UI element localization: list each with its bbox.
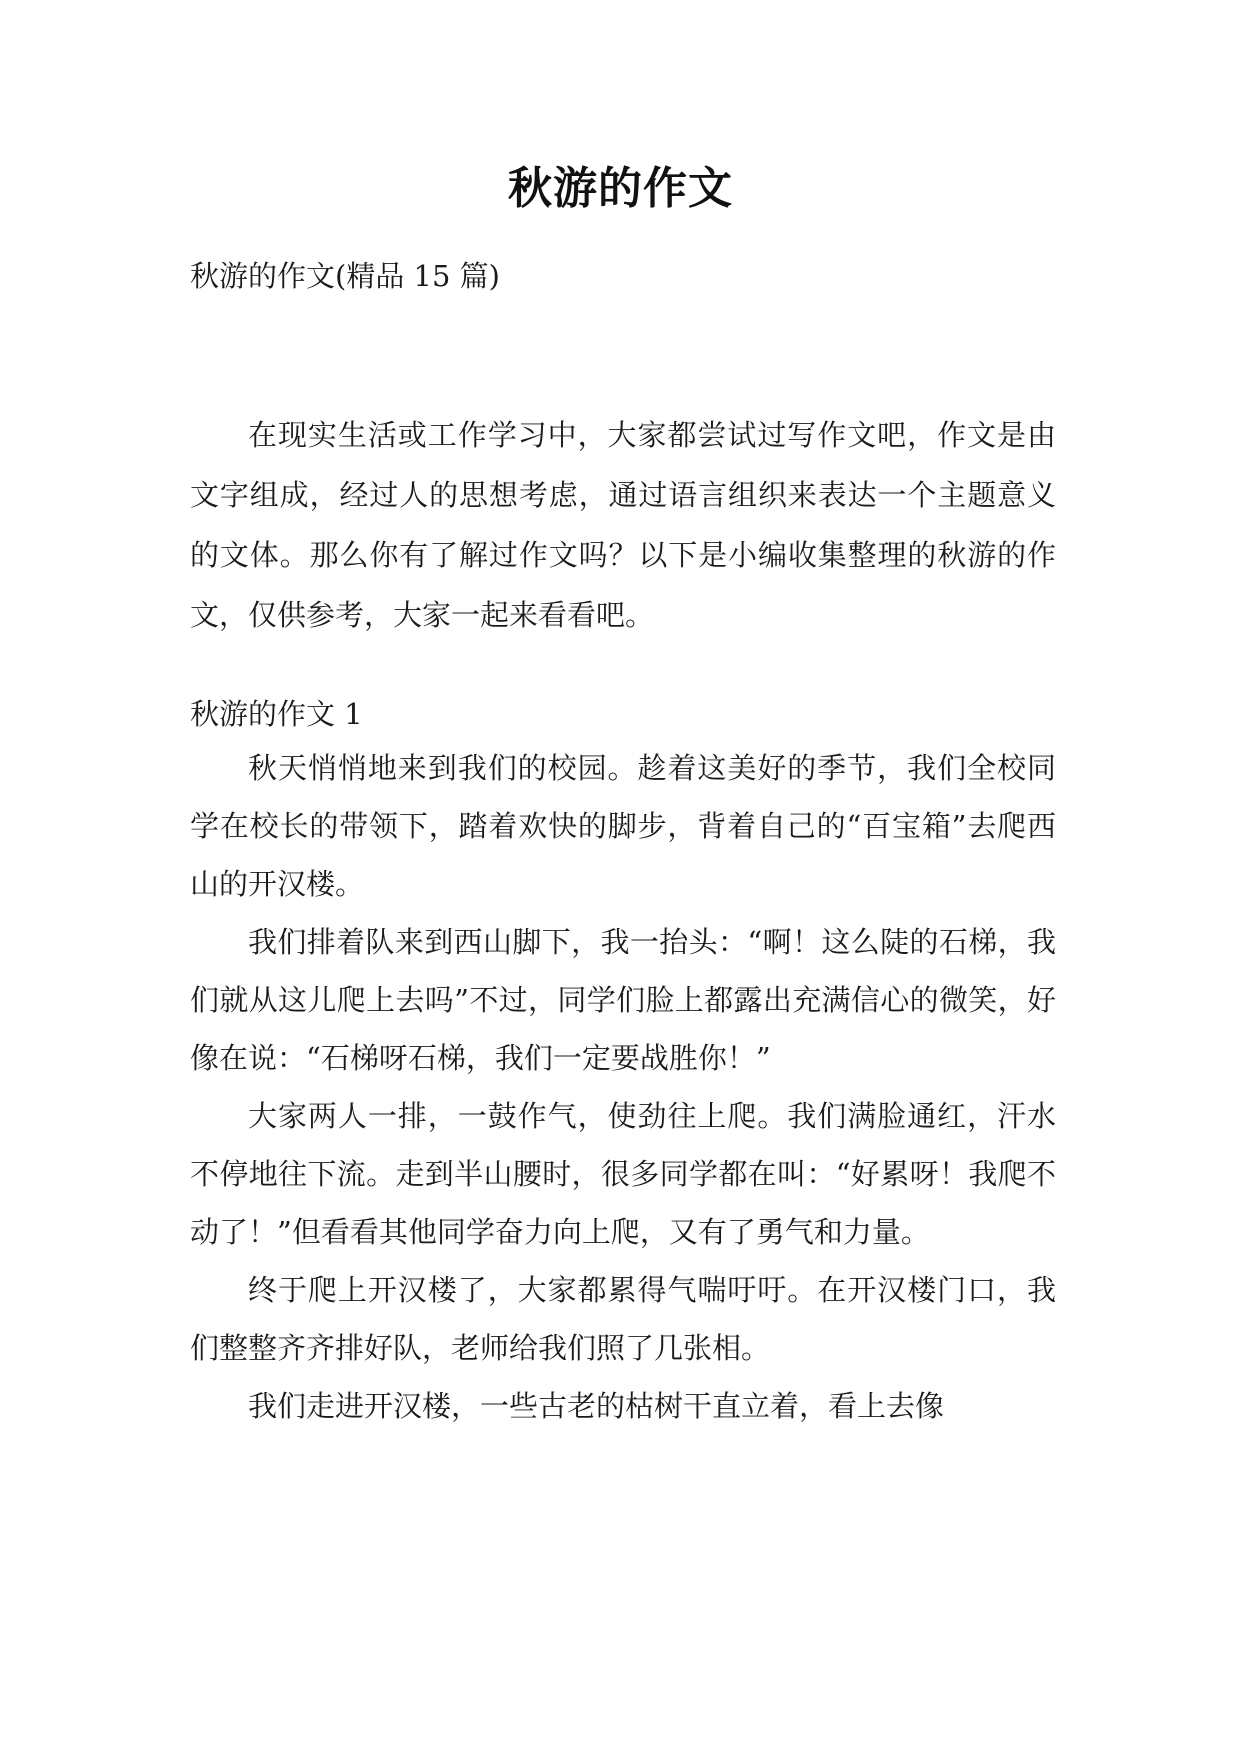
document-title: 秋游的作文	[508, 163, 733, 214]
essay-paragraph-5: 我们走进开汉楼，一些古老的枯树干直立着，看上去像	[248, 1389, 945, 1423]
intro-paragraph: 在现实生活或工作学习中，大家都尝试过写作文吧，作文是由文字组成，经过人的思想考虑，通过语言组织来表达一个主题意义的文体。那么你有了解过作文吗？以下是小编收集整理的秋游的作文，仅供参考，大家一起来看看吧。	[190, 418, 1056, 632]
document-subtitle: 秋游的作文(精品 15 篇)	[190, 259, 500, 293]
essay-paragraph-4: 终于爬上开汉楼了，大家都累得气喘吁吁。在开汉楼门口，我们整整齐齐排好队，老师给我们照了几张相。	[190, 1273, 1056, 1365]
essay-paragraph-2: 我们排着队来到西山脚下，我一抬头：“啊！这么陡的石梯，我们就从这儿爬上去吗”不过，同学们脸上都露出充满信心的微笑，好像在说：“石梯呀石梯，我们一定要战胜你！”	[190, 925, 1056, 1075]
essay-paragraph-1: 秋天悄悄地来到我们的校园。趁着这美好的季节，我们全校同学在校长的带领下，踏着欢快的脚步，背着自己的“百宝箱”去爬西山的开汉楼。	[190, 751, 1056, 901]
section-heading: 秋游的作文 1	[190, 697, 363, 731]
essay-section	[190, 697, 1056, 1435]
intro-section	[190, 405, 1056, 645]
essay-paragraph-3: 大家两人一排，一鼓作气，使劲往上爬。我们满脸通红，汗水不停地往下流。走到半山腰时，很多同学都在叫：“好累呀！我爬不动了！”但看看其他同学奋力向上爬，又有了勇气和力量。	[190, 1099, 1056, 1249]
